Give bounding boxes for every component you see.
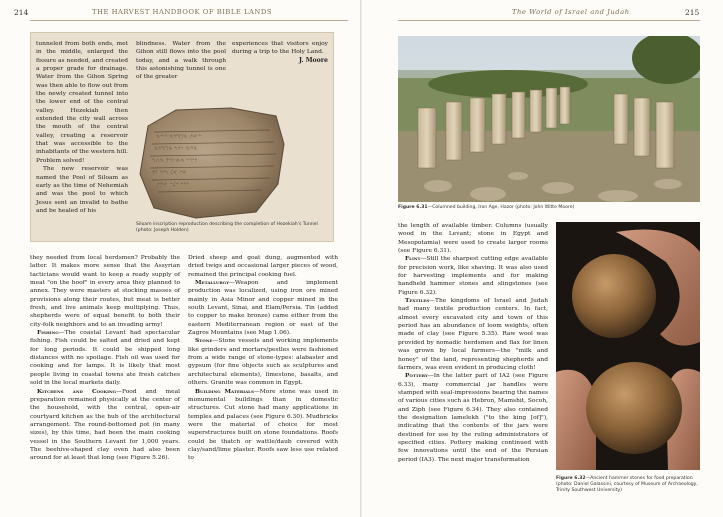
col-c-para-2: Flint—Still the sharpest cutting edge available for precision work, like shaving. It was also used for harvesting implements and for making handheld hammer stones and slingstones (see Figure 6.32). [398,255,548,296]
col-c-para-4: Pottery—In the latter part of IA2 (see Figure 6.33), many commercial jar handles were stamped with seal-impressions bearing the names of various cities such as Hebron, Mamshit, Socoh, and Ziph (see Figure 6.34). They also contained the designation lamelekh ("to the king [of]"), indicating that the contents of the jars were destined for use by the ruling administrators of specified cities. Pottery making continued with few innovations until the end of the Persian period (IA3). The next major transformation [398,372,548,463]
page-number-left: 214 [14,8,29,17]
sidebar-col-2 [136,40,226,82]
lead-pottery: Pottery [405,372,428,380]
sidebar-col-1 [36,40,128,215]
lead-flint: Flint [405,255,421,263]
sidebar-para-1: tunneled from both ends, met in the middle, enlarged the fissure as needed, and created a proper grade for drainage. Water from the Gihon Spring was then able to flow out from the newly created tunnel into the lower end of the central valley. Hezekiah then extended the city wall across the mouth of the central valley, creating a reservoir that was accessible to the inhabitants of the western hill. Problem solved! [36,41,128,164]
left-page [0,0,361,517]
lead-textiles: Textiles [405,297,430,305]
col-a-para-1: they needed from local herdsmen? Probably the latter. It makes more sense that the Assyrian tacticians would want to keep a ready supply of meat "on the hoof" in every area they planned to annex. They were masters at stocking masses of provisions along their routes, but meat is better fresh, and live animals keep multiplying. Thus, shepherds were of equal benefit to both their city-folk neighbors and to an invading army! [30,255,180,328]
columned-building-image [398,36,700,202]
lead-metallurgy: Metallurgy [195,279,229,287]
running-head-right: The World of Israel and Judah [512,8,630,16]
col-b-para-2: Metallurgy—Weapon and implement production was localized, using iron ore mined mainly in Asia Minor and copper mined in the south Levant, Sinai, and Elam/Persia. Tin (added to copper to make bronze) came either from the eastern Mediterranean region or east of the Zagros Mountains (see Map 1.06). [188,279,338,337]
svg-text:𐤁𐤏𐤅𐤃 𐤄𐤇𐤑𐤁𐤌 𐤄𐤂𐤓: 𐤁𐤏𐤅𐤃 𐤄𐤇𐤑𐤁𐤌 𐤄𐤂𐤓 [152,157,198,164]
svg-text:𐤀𐤔 𐤀𐤋 𐤓𐤏𐤅 𐤅𐤁: 𐤀𐤔 𐤀𐤋 𐤓𐤏𐤅 𐤅𐤁 [152,169,188,176]
figure-6-31-caption: Figure 6.31—Columned building, Iron Age, Hazor (photo: John Witte Moore) [398,205,575,210]
right-page [362,0,723,517]
sidebar-para-2: The new reservoir was named the Pool of Siloam as early as the time of Nehemiah and was the pool to which Jesus sent an invalid to bathe and be healed of his [36,166,128,214]
siloam-inscription-image [136,104,288,224]
page-number-right: 215 [685,8,700,17]
sidebar-para-4: experiences that visitors enjoy during a trip to the Holy Land. [232,41,328,56]
sidebar-col-3 [232,40,328,65]
hammer-stones-image [556,222,700,470]
header-rule-right [398,20,700,21]
lead-fishing: Fishing [37,329,59,337]
col-c-para-1: the length of available timber. Columns (usually wood in the Levant; stone in Egypt and Mesopotamia) were used to create larger rooms (see Figure 6.31). [398,223,548,255]
sidebar-para-3: blindness. Water from the Gihon still flows into the pool today, and a walk through this astonishing tunnel is one of the greater [136,41,226,81]
svg-text:𐤏𐤅𐤃 𐤔𐤋𐤔 𐤀𐤌𐤕: 𐤏𐤅𐤃 𐤔𐤋𐤔 𐤀𐤌𐤕 [156,181,189,188]
body-col-a [30,254,180,463]
col-a-para-2: Fishing—The coastal Levant had spectacular fishing. Fish could be salted and dried and kept for long periods. It could be shipped long distances with no spoilage. Fish oil was used for cooking and for lamps. It is likely that most people living in coastal towns ate fresh catches sold in the local markets daily. [30,329,180,387]
sidebar-signature: J. Moore [298,56,328,64]
col-a-para-3: Kitchens and Cooking—Food and meal preparation remained physically at the center of the household, with the central, open-air courtyard kitchen as the hub of the architectural arrangement. The round-bottomed pot (in many sizes), by this time, had been the main cooking vessel in the Southern Levant for 1,000 years. The beehive-shaped clay oven had also been around for at least that long (see Figure 5.26). [30,387,180,462]
body-col-b [188,254,338,463]
lead-stone: Stone [195,337,213,345]
sidebar-caption: Siloam inscription reproduction describing the completion of Hezekiah's Tunnel (photo: Joseph Holden) [136,222,318,233]
col-b-para-4: Building Materials—More stone was used in monumental buildings than in domestic structures. Cut stone had many applications in temples and palaces (see Figure 6.30). Mudbricks were the material of choice for most superstructures built on stone foundations. Roofs could be thatch or wattle/daub covered with clay/sand/lime plaster. Roofs saw less use related to [188,387,338,462]
svg-text:𐤆𐤀𐤕 𐤄𐤍𐤒𐤁𐤄 𐤅𐤆𐤄: 𐤆𐤀𐤕 𐤄𐤍𐤒𐤁𐤄 𐤅𐤆𐤄 [156,133,202,140]
header-rule-left [30,20,348,21]
svg-text:𐤄𐤉𐤄 𐤃𐤁𐤓 𐤄𐤍𐤒𐤁𐤄: 𐤄𐤉𐤄 𐤃𐤁𐤓 𐤄𐤍𐤒𐤁𐤄 [154,145,198,152]
figure-6-32-caption: Figure 6.32—Ancient hammer stones for food preparation (photo: Daniel Galassini, courtesy of Museum of Archaeology, Trinity Southwest University) [556,476,698,493]
figure-6-31-label: Figure 6.31 [398,205,428,210]
col-b-para-1: Dried sheep and goat dung, augmented with dried twigs and occasional larger pieces of wood, remained the principal cooking fuel. [188,255,338,278]
col-c-para-3: Textiles—The kingdoms of Israel and Judah had many textile production centers. In fact, almost every excavated city and town of this period has an abundance of loom weights, often made of clay (see Figure 5.35). Raw wool was provided by nomadic herdsmen and flax for linen was grown by local farmers—the "milk and honey" of the land, representing shepherds and farmers, was even evident in producing cloth! [398,297,548,371]
lead-kitchens: Kitchens and Cooking [37,387,117,395]
lead-building-materials: Building Materials [195,387,254,395]
running-head-left: THE HARVEST HANDBOOK OF BIBLE LANDS [92,8,272,16]
figure-6-32-label: Figure 6.32 [556,476,586,481]
body-col-c [398,222,548,464]
col-b-para-3: Stone—Stone vessels and working implements like grinders and mortars/pestles were fashioned from a wide range of stone-types: alabaster and gypsum (for fine objects such as sculptures and architectural elements), limestone, basalts, and others. Granite was common in Egypt. [188,337,338,387]
